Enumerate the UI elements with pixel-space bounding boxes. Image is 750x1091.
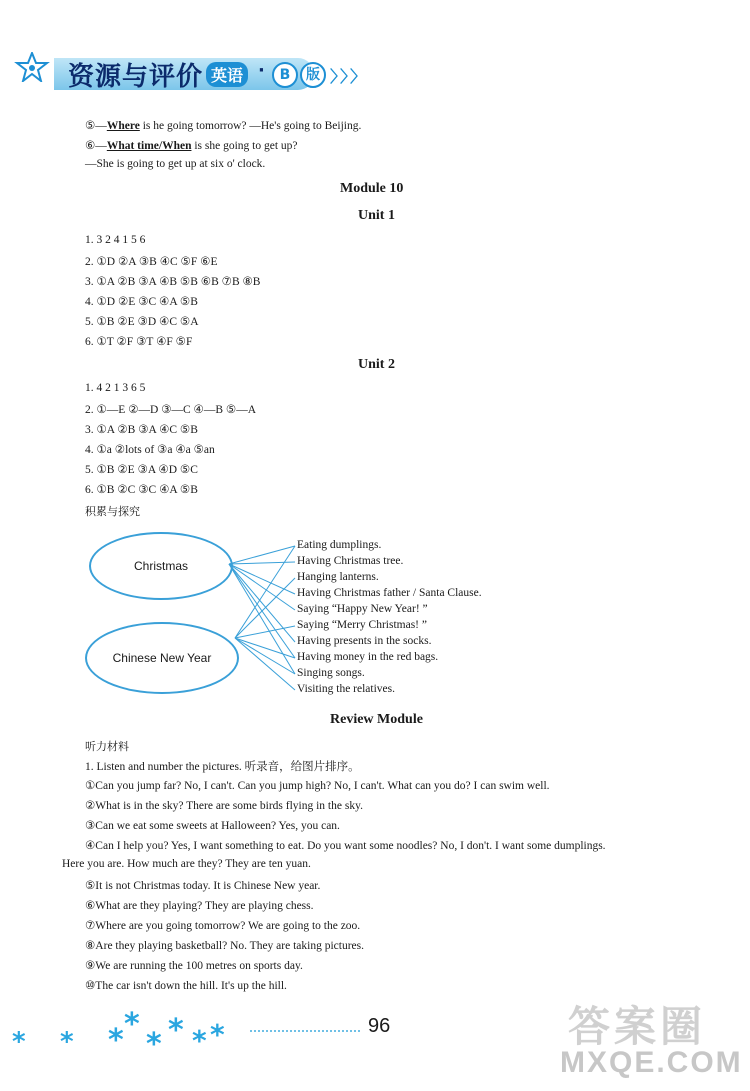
- book-title: 资源与评价: [68, 62, 204, 92]
- answer-line: 4. ①D ②E ③C ④A ⑤B: [85, 296, 198, 308]
- matching-diagram: [85, 530, 525, 700]
- answer-line: 5. ①B ②E ③D ④C ⑤A: [85, 316, 199, 328]
- match-option: Having Christmas father / Santa Clause.: [297, 587, 482, 599]
- match-option: Visiting the relatives.: [297, 683, 395, 695]
- answer-line: 4. ①a ②lots of ③a ④a ⑤an: [85, 444, 215, 456]
- svg-text:*: *: [60, 1027, 74, 1057]
- chinese-new-year-ellipse: Chinese New Year: [85, 622, 239, 694]
- match-option: Hanging lanterns.: [297, 571, 379, 583]
- watermark-url: MXQE.COM: [560, 1046, 743, 1079]
- answer-line: 2. ①D ②A ③B ④C ⑤F ⑥E: [85, 256, 218, 268]
- script-line: ⑧Are they playing basketball? No. They are taking pictures.: [85, 940, 364, 952]
- svg-text:*: *: [210, 1018, 225, 1051]
- svg-text:*: *: [124, 1010, 140, 1042]
- script-line: ①Can you jump far? No, I can't. Can you jump high? No, I can't. What can you do? I can swim well.: [85, 780, 550, 792]
- answer-line: 3. ①A ②B ③A ④C ⑤B: [85, 424, 198, 436]
- section-label: 积累与探究: [85, 505, 140, 518]
- answer-line: 1. 3 2 4 1 5 6: [85, 234, 146, 246]
- script-line: ⑤It is not Christmas today. It is Chinese New year.: [85, 880, 321, 892]
- script-line: ④Can I help you? Yes, I want something to eat. Do you want some noodles? No, I don't. I want some dumplings.: [85, 840, 606, 852]
- watermark-logo: 答案圈: [568, 1002, 707, 1051]
- svg-text:*: *: [108, 1023, 124, 1058]
- star-logo-icon: [14, 52, 50, 82]
- review-title: Review Module: [330, 712, 423, 727]
- svg-text:*: *: [168, 1013, 184, 1048]
- match-option: Having money in the red bags.: [297, 651, 439, 663]
- module-title: Module 10: [340, 181, 404, 196]
- intro-line: —She is going to get up at six o' clock.: [85, 158, 266, 170]
- answer-line: 3. ①A ②B ③A ④B ⑤B ⑥B ⑦B ⑧B: [85, 276, 261, 288]
- match-option: Saying “Merry Christmas! ”: [297, 619, 427, 631]
- answer-line: 6. ①T ②F ③T ④F ⑤F: [85, 336, 193, 348]
- dotted-divider: [250, 1030, 360, 1032]
- unit2-title: Unit 2: [358, 357, 395, 372]
- svg-text:*: *: [146, 1027, 162, 1060]
- svg-text:*: *: [192, 1024, 207, 1057]
- answer-line: 6. ①B ②C ③C ④A ⑤B: [85, 484, 198, 496]
- intro-line: ⑤—Where is he going tomorrow? —He's going to Beijing.: [85, 120, 362, 132]
- answer-line: 1. 4 2 1 3 6 5: [85, 382, 146, 394]
- script-line: ②What is in the sky? There are some birds flying in the sky.: [85, 800, 363, 812]
- match-option: Eating dumplings.: [297, 539, 382, 551]
- script-line: Here you are. How much are they? They are ten yuan.: [62, 858, 311, 870]
- svg-text:*: *: [12, 1027, 26, 1057]
- page-header: [10, 50, 440, 100]
- subject-badge: 英语: [206, 62, 248, 87]
- match-option: Having presents in the socks.: [297, 635, 432, 647]
- section-label: 听力材料: [85, 740, 129, 753]
- edition-b-badge: B: [272, 62, 298, 88]
- script-line: ⑩The car isn't down the hill. It's up the hill.: [85, 980, 287, 992]
- edition-ban-badge: 版: [300, 62, 326, 88]
- match-option: Having Christmas tree.: [297, 555, 404, 567]
- match-option: Singing songs.: [297, 667, 365, 679]
- script-line: ⑥What are they playing? They are playing chess.: [85, 900, 314, 912]
- christmas-ellipse: Christmas: [89, 532, 233, 600]
- script-line: ③Can we eat some sweets at Halloween? Yes, you can.: [85, 820, 340, 832]
- stars-decoration-icon: [12, 1010, 252, 1060]
- unit1-title: Unit 1: [358, 208, 395, 223]
- chevron-right-icon: 〉〉〉: [330, 67, 369, 86]
- answer-line: 2. ①—E ②—D ③—C ④—B ⑤—A: [85, 404, 257, 416]
- script-line: ⑦Where are you going tomorrow? We are going to the zoo.: [85, 920, 361, 932]
- answer-line: 5. ①B ②E ③A ④D ⑤C: [85, 464, 198, 476]
- instruction-line: 1. Listen and number the pictures. 听录音，给图片排序。: [85, 761, 360, 773]
- match-option: Saying “Happy New Year! ”: [297, 603, 428, 615]
- script-line: ⑨We are running the 100 metres on sports day.: [85, 960, 303, 972]
- title-separator: ·: [258, 60, 265, 81]
- watermark: [560, 990, 745, 1090]
- page-number: 96: [368, 1015, 391, 1037]
- intro-line: ⑥—What time/When is she going to get up?: [85, 140, 298, 152]
